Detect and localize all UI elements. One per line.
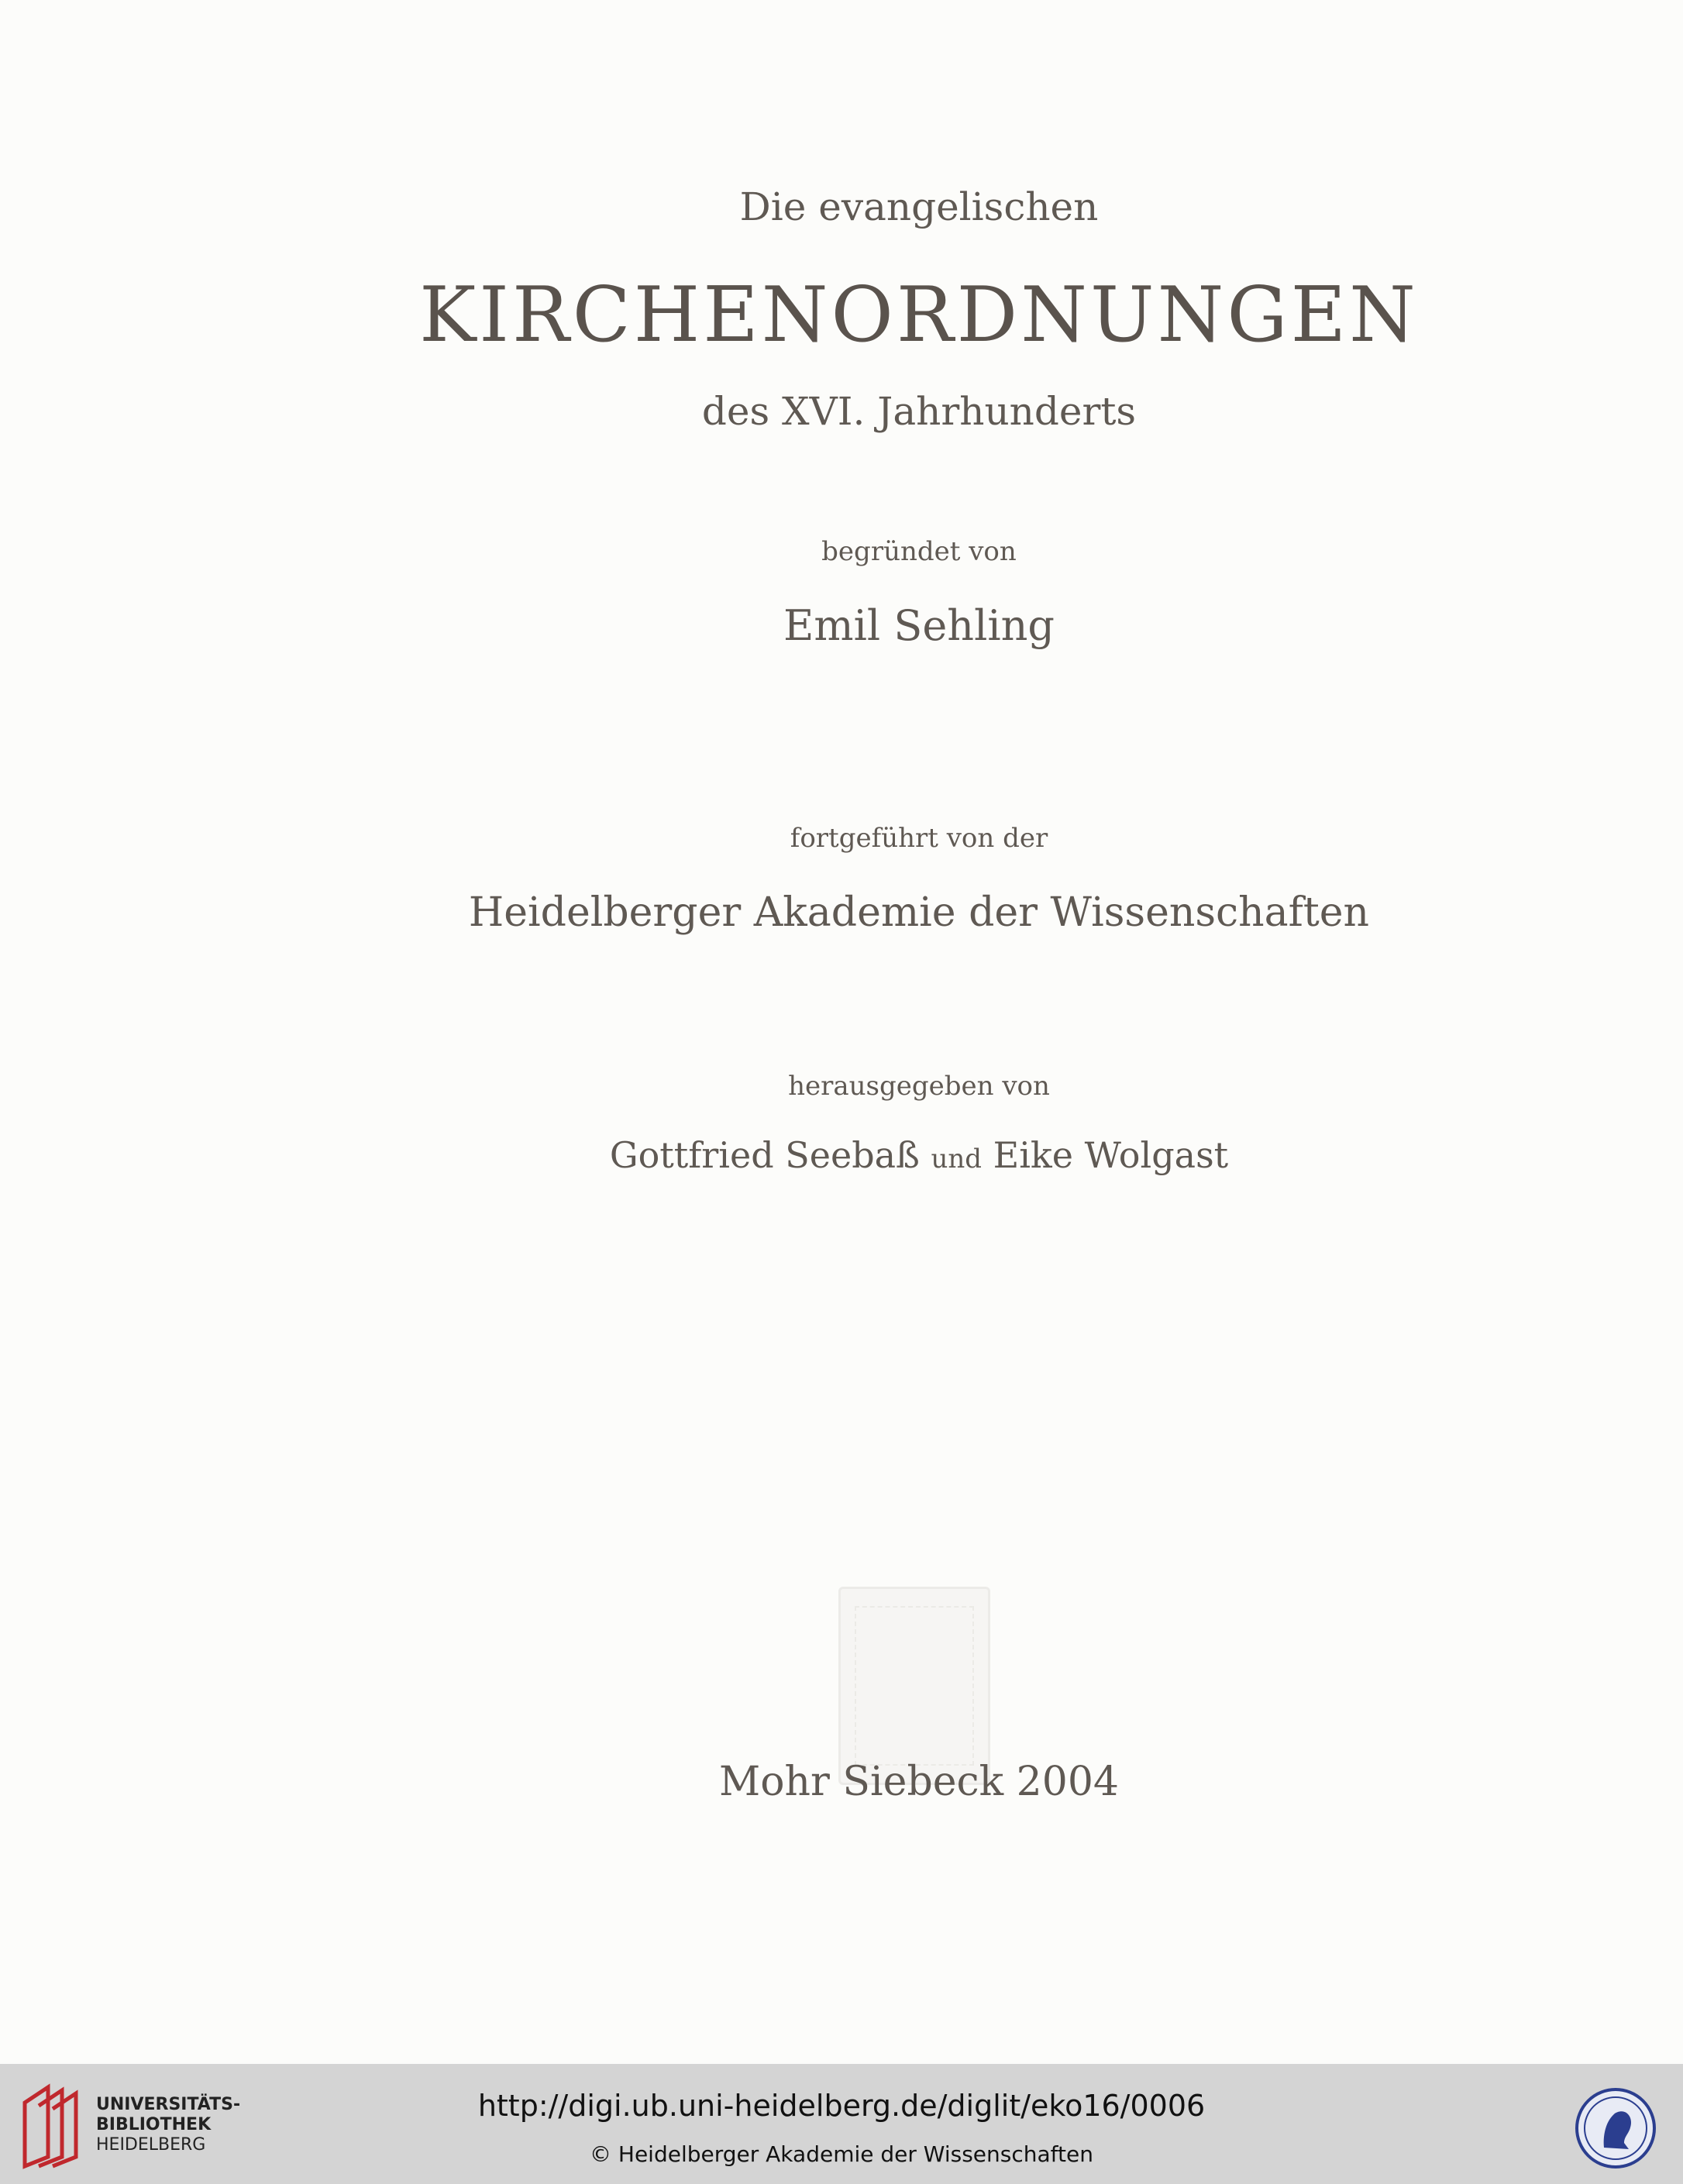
footer-bar [0, 2064, 1683, 2184]
editor-1: Gottfried Seebaß [609, 1134, 920, 1176]
founded-by-label: begründet von [821, 536, 1017, 567]
founder-name: Emil Sehling [783, 601, 1055, 650]
editors-line [0, 1134, 1683, 1176]
edited-by-label: herausgegeben von [788, 1071, 1050, 1102]
publisher-line: Mohr Siebeck 2004 [718, 1759, 1119, 1805]
university-seal-icon [1573, 2086, 1658, 2171]
editor-2: Eike Wolgast [993, 1134, 1229, 1176]
editor-conjunction: und [931, 1144, 982, 1175]
continued-by-label: fortgeführt von der [790, 823, 1048, 854]
library-stamp-watermark [838, 1587, 990, 1785]
library-city: HEIDELBERG [96, 2135, 206, 2155]
library-name-line-1: UNIVERSITÄTS- [96, 2095, 241, 2114]
academy-name: Heidelberger Akademie der Wissenschaften [468, 889, 1370, 936]
century-subtitle: des XVI. Jahrhunderts [701, 389, 1137, 434]
copyright-notice: © Heidelberger Akademie der Wissenschaften [589, 2141, 1093, 2167]
library-name-line-2: BIBLIOTHEK [96, 2115, 212, 2134]
main-title: KIRCHENORDNUNGEN [419, 271, 1419, 359]
permalink-url[interactable]: http://digi.ub.uni-heidelberg.de/diglit/eko16/0006 [477, 2089, 1206, 2123]
pre-title: Die evangelischen [739, 184, 1099, 229]
